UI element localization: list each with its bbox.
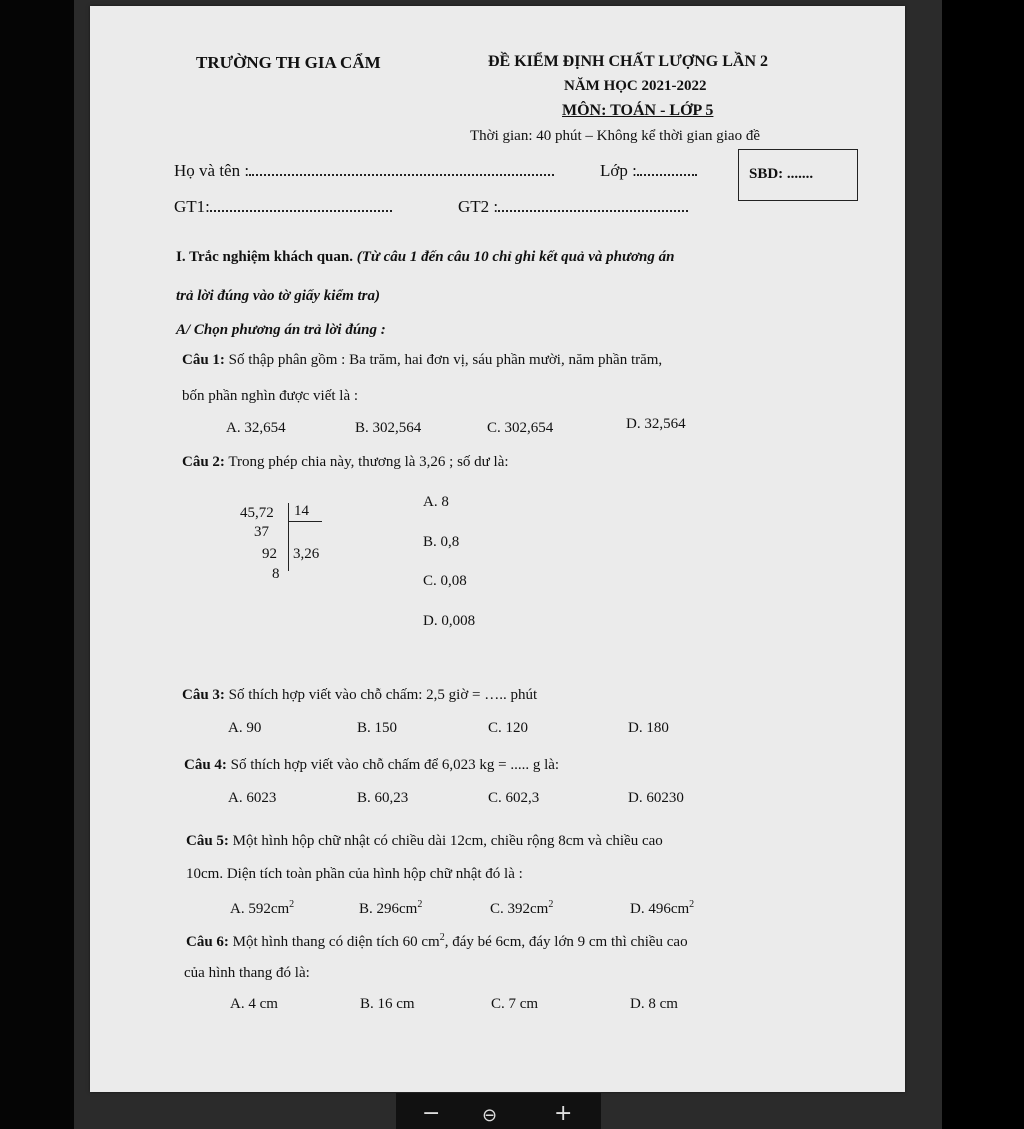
question-4: Câu 4: Số thích hợp viết vào chỗ chấm để 6,023 kg = ..... g là: [184,757,560,773]
q3-option-c: C. 120 [488,720,529,736]
question-6-line2: của hình thang đó là: [184,965,310,981]
q1-option-d: D. 32,564 [626,416,686,432]
sbd-box [738,149,858,201]
time-limit: Thời gian: 40 phút – Không kể thời gian giao đề [470,128,760,144]
final-remainder: 8 [272,566,280,582]
remainder-step-1: 37 [254,524,269,540]
section-title: I. Trắc nghiệm khách quan. (Từ câu 1 đến câu 10 chỉ ghi kết quả và phương án [176,249,675,265]
section-note-line2: trả lời đúng vào tờ giấy kiểm tra) [176,288,381,304]
gt1-field: GT1: [174,196,392,217]
q5-option-b: B. $296cm^2$ [359,899,423,917]
subject: MÔN: TOÁN - LỚP 5 [562,102,714,119]
zoom-out-icon[interactable]: − [422,1101,441,1126]
subsection-a: A/ Chọn phương án trả lời đúng : [176,322,386,338]
question-6-line1: Câu 6: Một hình thang có diện tích 60 $cm^2$, đáy bé 6cm, đáy lớn 9 cm thì chiều cao [186,932,688,950]
q1-option-c: C. 302,654 [487,420,554,436]
question-1-line2: bốn phần nghìn được viết là : [182,388,359,404]
gt2-dotted-line [498,196,688,212]
gt1-dotted-line [210,196,392,212]
document-page [90,6,905,1092]
question-3: Câu 3: Số thích hợp viết vào chỗ chấm: 2,5 giờ = ….. phút [182,687,538,703]
right-panel [942,0,1024,1129]
gt2-field: GT2 : [458,196,688,217]
zoom-in-icon[interactable]: + [554,1101,573,1126]
school-year: NĂM HỌC 2021-2022 [564,78,707,94]
left-panel [0,0,74,1129]
dividend: 45,72 [240,505,274,521]
q3-option-a: A. 90 [228,720,262,736]
division-vertical-line [288,503,289,571]
question-1-line1: Câu 1: Số thập phân gồm : Ba trăm, hai đơn vị, sáu phần mười, năm phần trăm, [182,352,663,368]
q3-option-b: B. 150 [357,720,398,736]
question-5-line1: Câu 5: Một hình hộp chữ nhật có chiều dài 12cm, chiều rộng 8cm và chiều cao [186,833,663,849]
q5-option-c: C. $392cm^2$ [490,899,554,917]
name-field: Họ và tên : [174,160,554,181]
q4-option-d: D. 60230 [628,790,684,806]
q6-option-c: C. 7 cm [491,996,539,1012]
question-2: Câu 2: Trong phép chia này, thương là 3,26 ; số dư là: [182,454,509,470]
sbd-label: SBD: ....... [749,166,814,182]
q6-option-a: A. 4 cm [230,996,278,1012]
zoom-reset-icon[interactable]: ⊖ [482,1105,498,1126]
exam-title: ĐỀ KIỂM ĐỊNH CHẤT LƯỢNG LẦN 2 [488,53,769,70]
remainder-step-2: 92 [262,546,277,562]
q5-option-d: D. $496cm^2$ [630,899,695,917]
q4-option-a: A. 6023 [228,790,277,806]
q4-option-b: B. 60,23 [357,790,409,806]
q4-option-c: C. 602,3 [488,790,540,806]
q5-option-a: A. $592cm^2$ [230,899,295,917]
q2-option-c: C. 0,08 [423,573,467,589]
q6-option-d: D. 8 cm [630,996,678,1012]
long-division [232,501,342,591]
class-field: Lớp : [600,160,697,181]
question-5-line2: 10cm. Diện tích toàn phần của hình hộp chữ nhật đó là : [186,866,523,882]
q2-option-a: A. 8 [423,494,449,510]
q1-option-a: A. 32,654 [226,420,286,436]
q3-option-d: D. 180 [628,720,669,736]
quotient: 3,26 [293,546,320,562]
class-dotted-line [637,160,697,176]
q2-option-d: D. 0,008 [423,613,476,629]
zoom-toolbar [396,1093,601,1129]
q1-option-b: B. 302,564 [355,420,422,436]
division-horizontal-line [288,521,322,522]
q6-option-b: B. 16 cm [360,996,415,1012]
name-dotted-line [249,160,554,176]
school-name: TRƯỜNG TH GIA CẨM [196,53,381,72]
divisor: 14 [294,503,309,519]
section-note: (Từ câu 1 đến câu 10 chỉ ghi kết quả và phương án [356,249,675,265]
q2-option-b: B. 0,8 [423,534,460,550]
